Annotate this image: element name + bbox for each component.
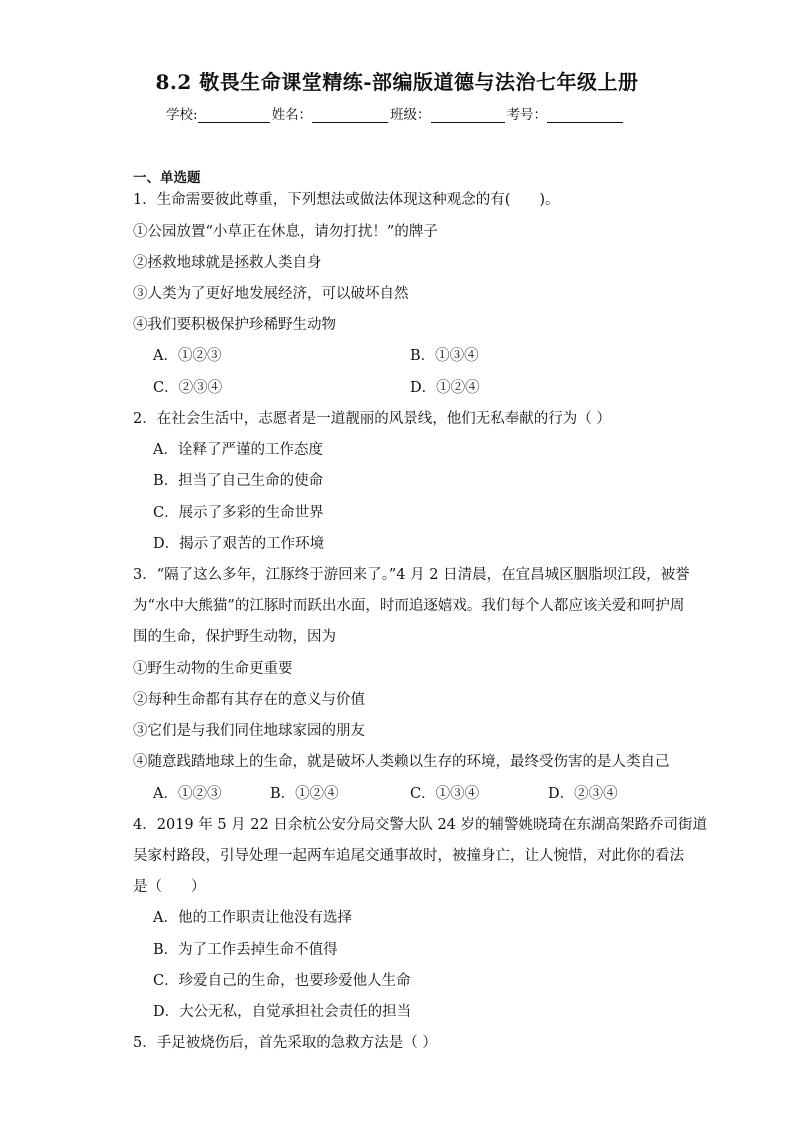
- question-3-statement-4: ④随意践踏地球上的生命，就是破坏人类赖以生存的环境，最终受伤害的是人类自己: [133, 754, 670, 770]
- school-blank[interactable]: [198, 108, 270, 123]
- question-3-option-d[interactable]: D．②③④: [548, 786, 618, 802]
- question-4-stem-line-2: 吴家村路段，引导处理一起两车追尾交通事故时，被撞身亡，让人惋惜，对此你的看法: [133, 848, 684, 864]
- page-title: 8.2 敬畏生命课堂精练-部编版道德与法治七年级上册: [155, 70, 639, 94]
- question-3-stem-line-1: 3．“隔了这么多年，江豚终于游回来了。”4 月 2 日清晨，在宜昌城区胭脂坝江段，被誉: [133, 567, 690, 583]
- question-3-statement-1: ①野生动物的生命更重要: [133, 661, 293, 677]
- question-3-statement-3: ③它们是与我们同住地球家园的朋友: [133, 723, 365, 739]
- question-4-option-d[interactable]: D．大公无私，自觉承担社会责任的担当: [153, 1004, 412, 1020]
- school-label: 学校:: [166, 107, 198, 123]
- question-4-option-c[interactable]: C．珍爱自己的生命，也要珍爱他人生命: [153, 973, 411, 989]
- question-3-statement-2: ②每种生命都有其存在的意义与价值: [133, 692, 365, 708]
- question-3-option-c[interactable]: C．①③④: [410, 786, 480, 802]
- question-1-option-d[interactable]: D．①②④: [410, 380, 480, 396]
- question-3-stem-line-3: 围的生命，保护野生动物，因为: [133, 629, 336, 645]
- question-4-stem-line-1: 4．2019 年 5 月 22 日余杭公安分局交警大队 24 岁的辅警姚晓琦在东湖高架路乔司街道: [133, 817, 708, 833]
- question-1-option-b[interactable]: B．①③④: [410, 348, 479, 364]
- question-1-option-c[interactable]: C．②③④: [153, 380, 223, 396]
- name-blank[interactable]: [312, 108, 388, 123]
- exam-number-blank[interactable]: [547, 108, 623, 123]
- exam-number-label: 考号：: [506, 107, 548, 123]
- question-1-option-a[interactable]: A．①②③: [153, 348, 222, 364]
- question-3-stem-line-2: 为“水中大熊猫”的江豚时而跃出水面，时而追逐嬉戏。我们每个人都应该关爱和呵护周: [133, 598, 685, 614]
- question-3-option-a[interactable]: A．①②③: [153, 786, 222, 802]
- question-5-stem: 5．手足被烧伤后，首先采取的急救方法是（ ）: [133, 1035, 437, 1051]
- question-2-option-d[interactable]: D．揭示了艰苦的工作环境: [153, 536, 325, 552]
- student-info-row: [166, 103, 625, 123]
- question-4-option-b[interactable]: B．为了工作丢掉生命不值得: [153, 942, 338, 958]
- question-4-option-a[interactable]: A．他的工作职责让他没有选择: [153, 910, 352, 926]
- question-1-statement-1: ①公园放置“小草正在休息，请勿打扰！”的牌子: [133, 224, 438, 240]
- question-2-option-c[interactable]: C．展示了多彩的生命世界: [153, 505, 324, 521]
- question-1-statement-2: ②拯救地球就是拯救人类自身: [133, 255, 322, 271]
- question-1-statement-4: ④我们要积极保护珍稀野生动物: [133, 317, 336, 333]
- question-2-option-a[interactable]: A．诠释了严谨的工作态度: [153, 442, 323, 458]
- class-label: 班级：: [390, 107, 431, 123]
- question-4-stem-line-3: 是（ ）: [133, 879, 206, 895]
- question-2-stem: 2．在社会生活中，志愿者是一道靓丽的风景线，他们无私奉献的行为（ ）: [133, 411, 611, 427]
- class-blank[interactable]: [431, 108, 505, 123]
- section-heading: 一、单选题: [133, 170, 201, 186]
- name-label: 姓名：: [271, 107, 313, 123]
- question-2-option-b[interactable]: B．担当了自己生命的使命: [153, 473, 324, 489]
- question-3-option-b[interactable]: B．①②④: [270, 786, 339, 802]
- question-1-statement-3: ③人类为了更好地发展经济，可以破坏自然: [133, 286, 409, 302]
- question-1-stem: 1．生命需要彼此尊重，下列想法或做法体现这种观念的有( )。: [133, 192, 560, 208]
